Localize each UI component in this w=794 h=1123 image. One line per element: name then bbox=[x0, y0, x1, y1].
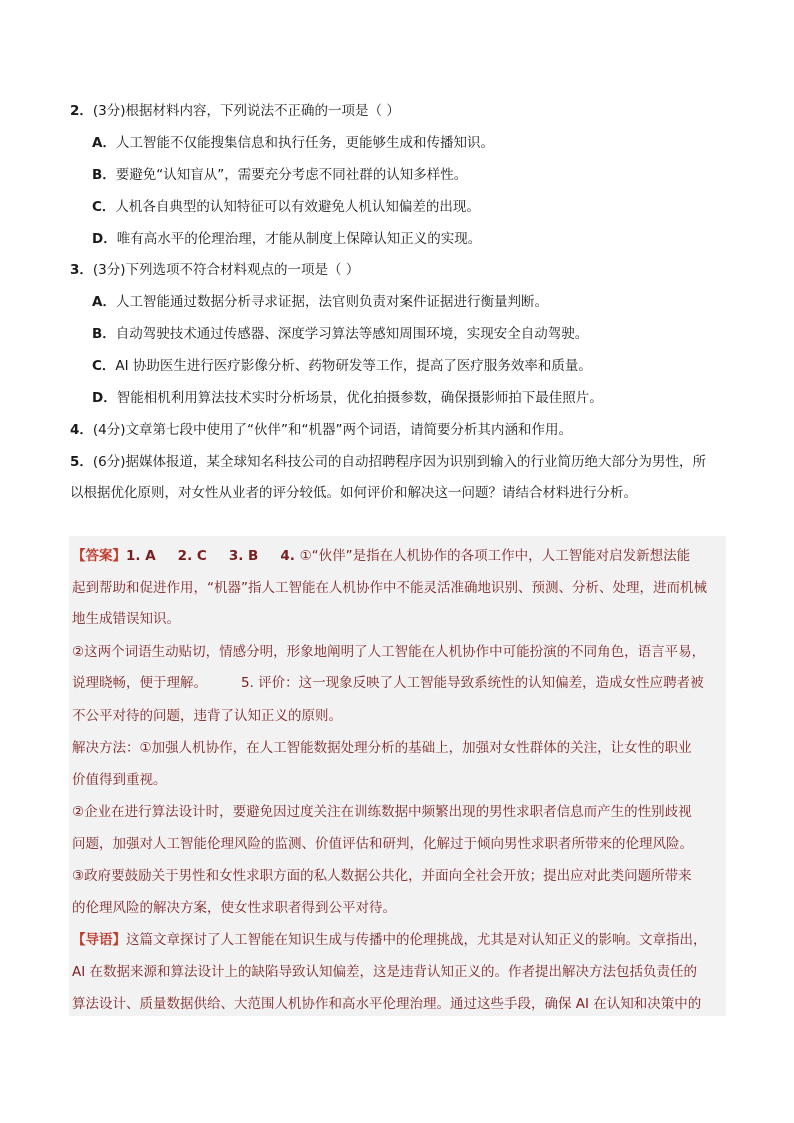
answer-line-12: 的伦理风险的解决方案，使女性求职者得到公平对待。 bbox=[72, 900, 396, 916]
guide-line-3: 算法设计、质量数据供给、大范围人机协作和高水平伦理治理。通过这些手段，确保 AI 在认知和决策中的 bbox=[72, 996, 702, 1012]
question-score: (3分) bbox=[92, 103, 126, 119]
guide-tag: 【导语】 bbox=[72, 932, 126, 948]
answer-line-8: 价值得到重视。 bbox=[72, 772, 167, 788]
q3-option-b: B．自动驾驶技术通过传感器、深度学习算法等感知周围环境，实现安全自动驾驶。 bbox=[92, 326, 589, 342]
q2-option-a: A．人工智能不仅能搜集信息和执行任务，更能够生成和传播知识。 bbox=[92, 135, 494, 151]
answer-line-6: 不公平对待的问题，违背了认知正义的原则。 bbox=[72, 708, 342, 724]
answer-tag: 【答案】 bbox=[72, 548, 126, 564]
question-number: 3 bbox=[70, 262, 80, 278]
answer-line-2: 起到帮助和促进作用，“机器”指人工智能在人机协作中不能灵活准确地识别、预测、分析、处理，进而机械 bbox=[72, 580, 707, 596]
answer-line-3: 地生成错误知识。 bbox=[72, 611, 180, 627]
answer-line-7: 解决方法：①加强人机协作，在人工智能数据处理分析的基础上，加强对女性群体的关注，让女性的职业 bbox=[72, 740, 692, 756]
answer-line-11: ③政府要鼓励关于男性和女性求职方面的私人数据公共化，并面向全社会开放；提出应对此类问题所带来 bbox=[72, 868, 692, 884]
guide-line-2: AI 在数据来源和算法设计上的缺陷导致认知偏差，这是违背认知正义的。作者提出解决方法包括负责任的 bbox=[72, 964, 698, 980]
answer-line-1: 【答案】1. A 2. C 3. B 4. ①“伙伴”是指在人机协作的各项工作中，人工智能对启发新想法能 bbox=[72, 548, 691, 564]
question-text: 根据材料内容，下列说法不正确的一项是（ ） bbox=[125, 103, 400, 119]
q2-option-d: D．唯有高水平的伦理治理，才能从制度上保障认知正义的实现。 bbox=[92, 231, 482, 247]
q2-option-b: B．要避免“认知盲从”，需要充分考虑不同社群的认知多样性。 bbox=[92, 167, 468, 183]
q2-option-c: C．人机各自典型的认知特征可以有效避免人机认知偏差的出现。 bbox=[92, 199, 480, 215]
question-3-stem: 3．(3分)下列选项不符合材料观点的一项是（ ） bbox=[70, 262, 360, 278]
question-5-stem-cont: 以根据优化原则，对女性从业者的评分较低。如何评价和解决这一问题？请结合材料进行分析。 bbox=[70, 485, 637, 501]
question-score: (3分) bbox=[92, 262, 126, 278]
q3-option-d: D．智能相机利用算法技术实时分析场景，优化拍摄参数，确保摄影师拍下最佳照片。 bbox=[92, 390, 603, 406]
question-text: 下列选项不符合材料观点的一项是（ ） bbox=[125, 262, 360, 278]
answer-line-9: ②企业在进行算法设计时，要避免因过度关注在训练数据中频繁出现的男性求职者信息而产生的性别歧视 bbox=[72, 804, 692, 820]
q3-option-c: C．AI 协助医生进行医疗影像分析、药物研发等工作，提高了医疗服务效率和质量。 bbox=[92, 358, 592, 374]
q3-option-a: A．人工智能通过数据分析寻求证据，法官则负责对案件证据进行衡量判断。 bbox=[92, 294, 548, 310]
question-2-stem: 2．(3分)根据材料内容，下列说法不正确的一项是（ ） bbox=[70, 103, 400, 119]
question-5-stem: 5．(6分)据媒体报道，某全球知名科技公司的自动招聘程序因为识别到输入的行业简历绝大部分为男性，所 bbox=[70, 454, 707, 470]
guide-line-1: 【导语】这篇文章探讨了人工智能在知识生成与传播中的伦理挑战，尤其是对认知正义的影响。文章指出， bbox=[72, 932, 707, 948]
answer-line-4: ②这两个词语生动贴切，情感分明，形象地阐明了人工智能在人机协作中可能扮演的不同角色，语言平易， bbox=[72, 644, 706, 660]
answer-line-5: 说理晓畅，便于理解。 5. 评价：这一现象反映了人工智能导致系统性的认知偏差，造成女性应聘者被 bbox=[72, 675, 704, 691]
question-4-stem: 4．(4分)文章第七段中使用了“伙伴”和“机器”两个词语，请简要分析其内涵和作用。 bbox=[70, 422, 573, 438]
question-number: 2 bbox=[70, 103, 80, 119]
answer-line-10: 问题，加强对人工智能伦理风险的监测、价值评估和研判，化解过于倾向男性求职者所带来的伦理风险。 bbox=[72, 836, 693, 852]
